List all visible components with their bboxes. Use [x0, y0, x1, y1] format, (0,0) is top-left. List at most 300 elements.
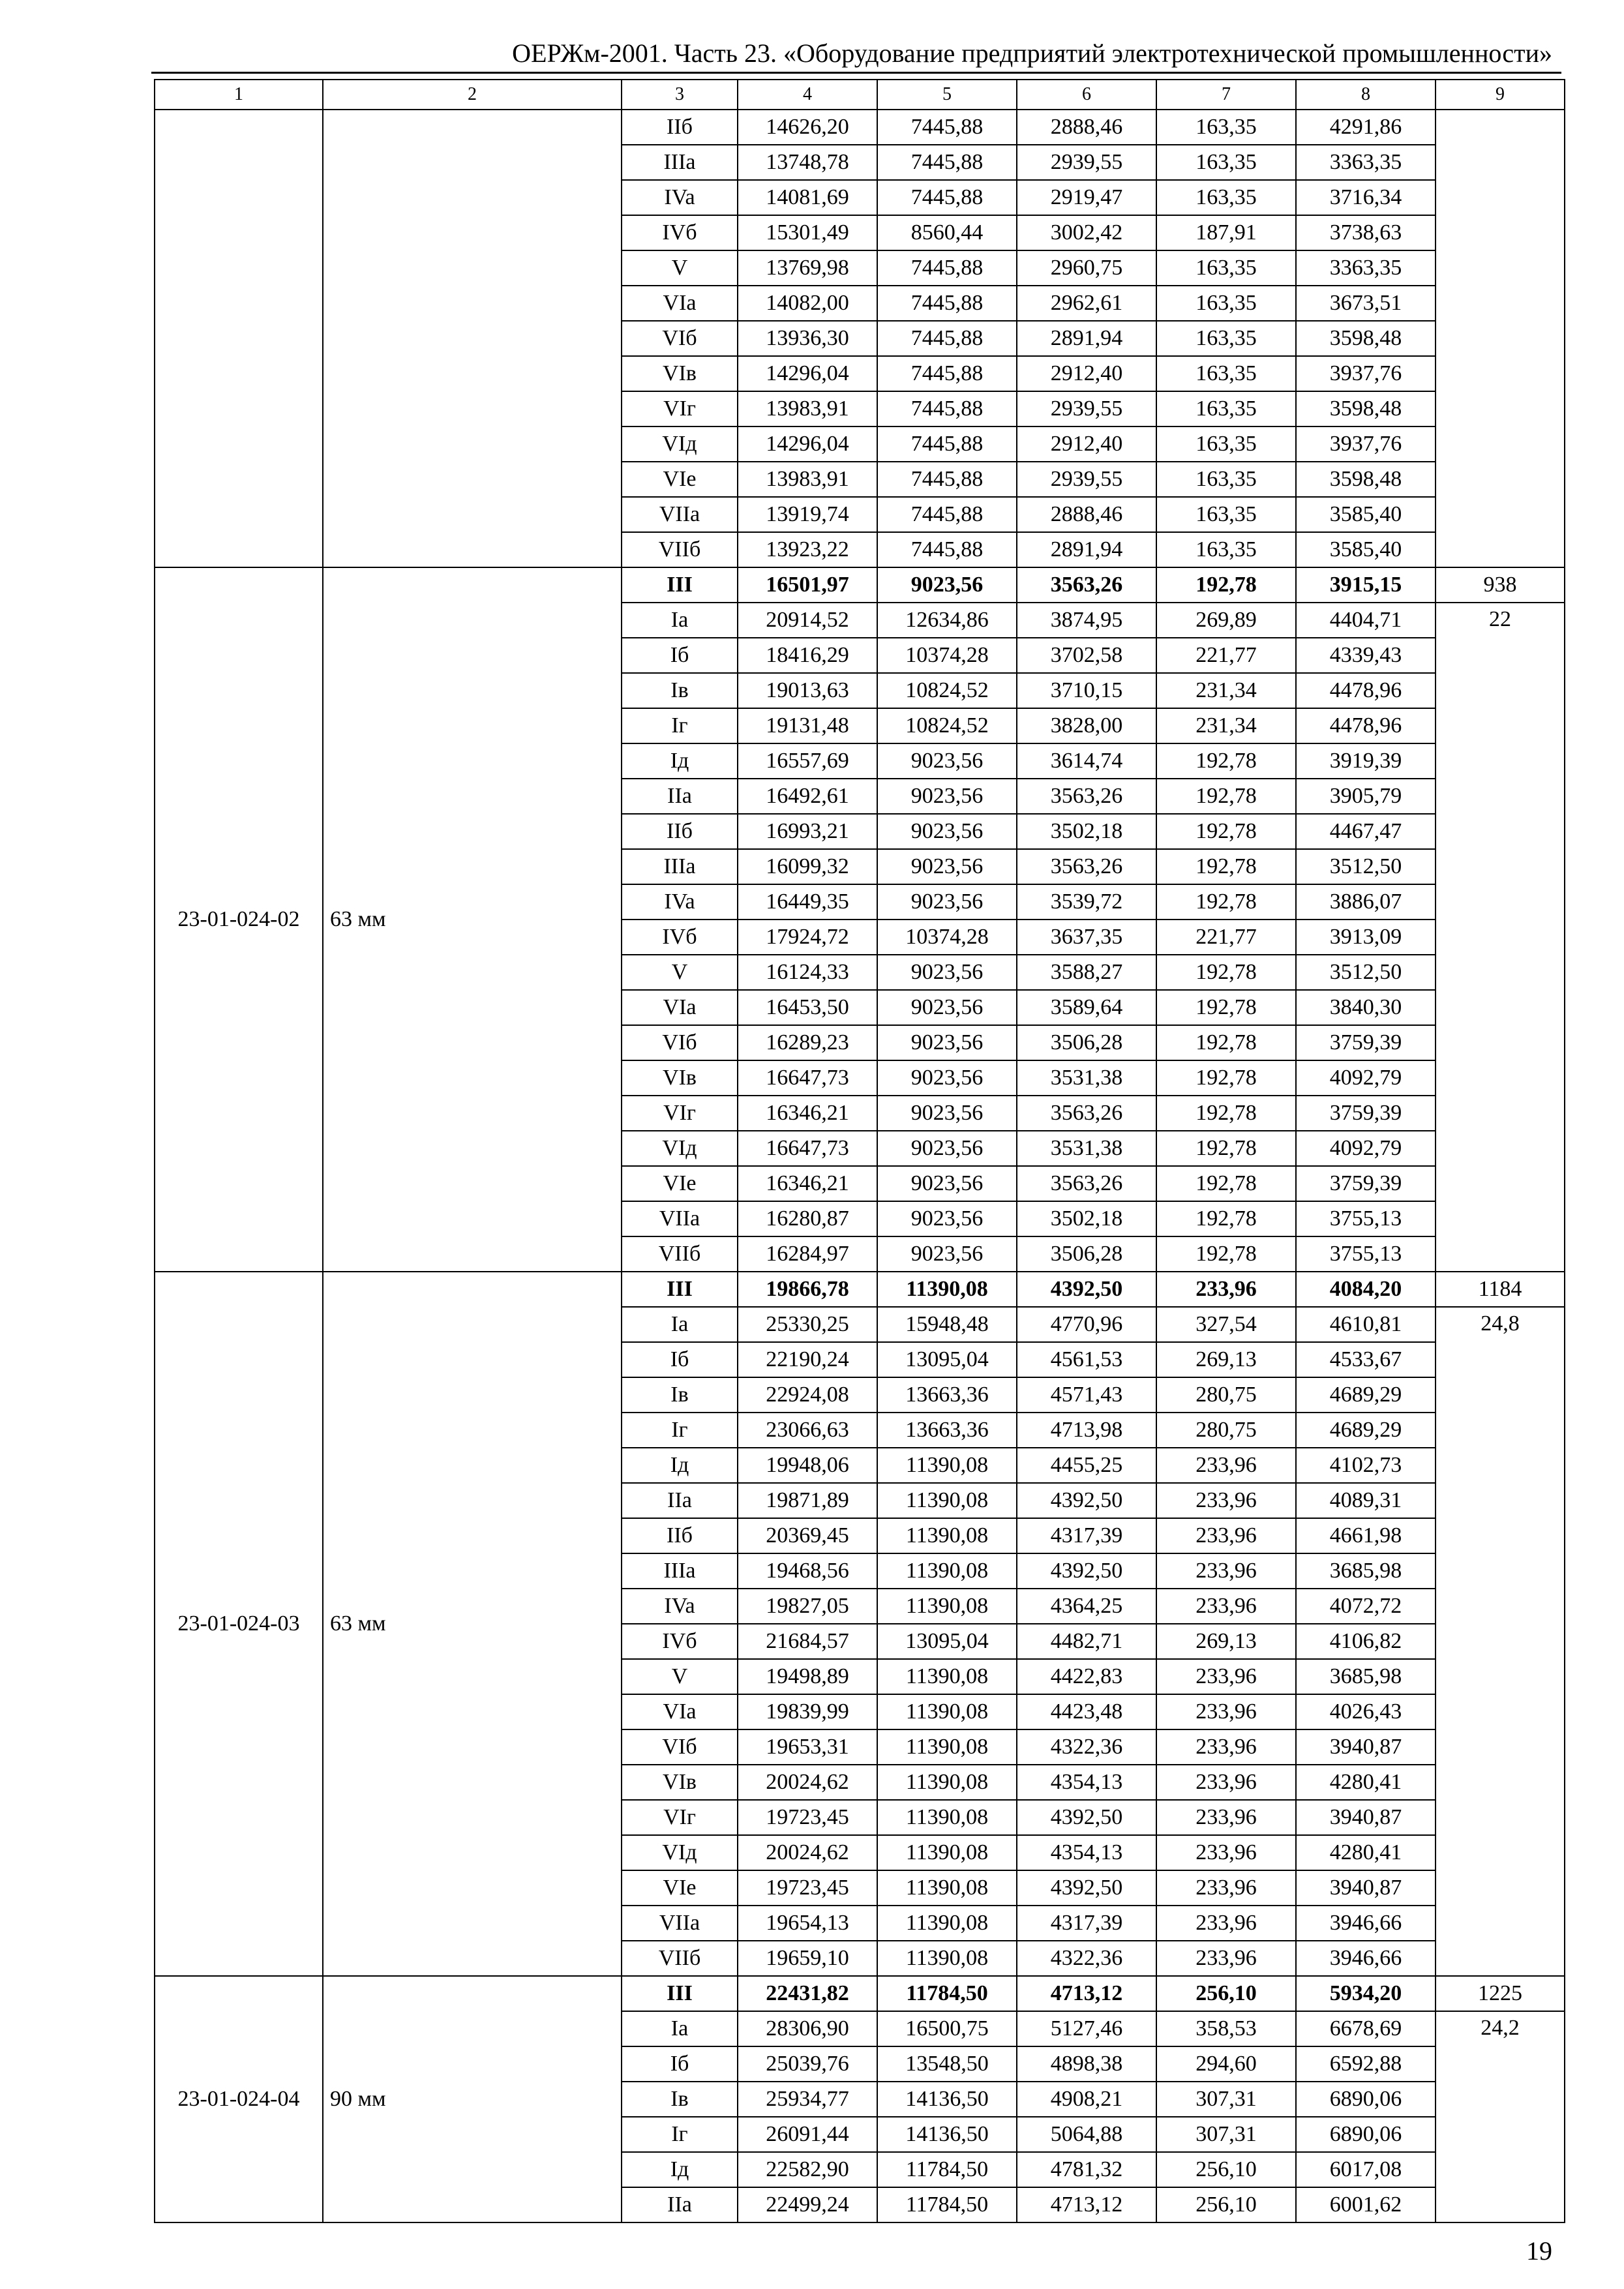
value-cell: 192,78 [1156, 884, 1296, 920]
subgroup-cell: Iб [622, 2046, 738, 2082]
value-cell: 358,53 [1156, 2011, 1296, 2046]
value-cell: 307,31 [1156, 2117, 1296, 2152]
value-cell: 163,35 [1156, 462, 1296, 497]
value-cell: 163,35 [1156, 250, 1296, 286]
subgroup-cell: IVa [622, 180, 738, 215]
subgroup-cell: IIб [622, 110, 738, 145]
value-cell: 233,96 [1156, 1518, 1296, 1553]
value-cell: 9023,56 [877, 884, 1017, 920]
value-cell: 14082,00 [738, 286, 877, 321]
value-cell: 192,78 [1156, 990, 1296, 1025]
value-cell: 16501,97 [738, 567, 877, 603]
subgroup-cell: VIд [622, 426, 738, 462]
value-cell: 192,78 [1156, 779, 1296, 814]
value-cell: 7445,88 [877, 356, 1017, 391]
value-cell: 13983,91 [738, 462, 877, 497]
value-cell: 4392,50 [1017, 1553, 1156, 1589]
extra-cell: 24,8 [1436, 1307, 1565, 1976]
value-cell: 11390,08 [877, 1448, 1017, 1483]
value-cell: 4102,73 [1296, 1448, 1436, 1483]
value-cell: 11390,08 [877, 1729, 1017, 1765]
value-cell: 256,10 [1156, 2187, 1296, 2222]
value-cell: 4770,96 [1017, 1307, 1156, 1342]
value-cell: 233,96 [1156, 1800, 1296, 1835]
value-cell: 19131,48 [738, 708, 877, 743]
value-cell: 16449,35 [738, 884, 877, 920]
value-cell: 16453,50 [738, 990, 877, 1025]
value-cell: 3598,48 [1296, 391, 1436, 426]
value-cell: 16284,97 [738, 1236, 877, 1272]
subgroup-cell: Iв [622, 2082, 738, 2117]
value-cell: 163,35 [1156, 110, 1296, 145]
subgroup-cell: Iв [622, 673, 738, 708]
value-cell: 3886,07 [1296, 884, 1436, 920]
subgroup-cell: IVб [622, 920, 738, 955]
value-cell: 192,78 [1156, 849, 1296, 884]
value-cell: 3710,15 [1017, 673, 1156, 708]
value-cell: 3563,26 [1017, 1166, 1156, 1201]
value-cell: 4610,81 [1296, 1307, 1436, 1342]
value-cell: 20024,62 [738, 1835, 877, 1870]
value-cell: 19948,06 [738, 1448, 877, 1483]
value-cell: 13095,04 [877, 1624, 1017, 1659]
value-cell: 11784,50 [877, 2152, 1017, 2187]
value-cell: 16289,23 [738, 1025, 877, 1060]
value-cell: 192,78 [1156, 814, 1296, 849]
subgroup-cell: VIa [622, 286, 738, 321]
value-cell: 163,35 [1156, 532, 1296, 567]
value-cell: 28306,90 [738, 2011, 877, 2046]
subgroup-cell: Iг [622, 2117, 738, 2152]
value-cell: 20914,52 [738, 603, 877, 638]
subgroup-cell: VIд [622, 1835, 738, 1870]
value-cell: 192,78 [1156, 1096, 1296, 1131]
value-cell: 192,78 [1156, 1236, 1296, 1272]
value-cell: 6890,06 [1296, 2117, 1436, 2152]
value-cell: 20369,45 [738, 1518, 877, 1553]
value-cell: 9023,56 [877, 990, 1017, 1025]
value-cell: 9023,56 [877, 849, 1017, 884]
value-cell: 3940,87 [1296, 1800, 1436, 1835]
value-cell: 6592,88 [1296, 2046, 1436, 2082]
value-cell: 19866,78 [738, 1272, 877, 1307]
value-cell: 16346,21 [738, 1096, 877, 1131]
value-cell: 11390,08 [877, 1765, 1017, 1800]
value-cell: 4422,83 [1017, 1659, 1156, 1694]
value-cell: 4317,39 [1017, 1518, 1156, 1553]
subgroup-cell: Iб [622, 638, 738, 673]
value-cell: 307,31 [1156, 2082, 1296, 2117]
value-cell: 10824,52 [877, 673, 1017, 708]
value-cell: 3585,40 [1296, 532, 1436, 567]
column-number-cell: 1 [155, 80, 323, 110]
value-cell: 233,96 [1156, 1729, 1296, 1765]
code-cell: 23-01-024-02 [155, 567, 323, 1272]
value-cell: 3919,39 [1296, 743, 1436, 779]
subgroup-cell: V [622, 250, 738, 286]
value-cell: 11784,50 [877, 1976, 1017, 2011]
value-cell: 7445,88 [877, 180, 1017, 215]
value-cell: 192,78 [1156, 1166, 1296, 1201]
value-cell: 21684,57 [738, 1624, 877, 1659]
subgroup-cell: VIIa [622, 1906, 738, 1941]
value-cell: 3905,79 [1296, 779, 1436, 814]
value-cell: 11390,08 [877, 1941, 1017, 1976]
size-cell: 90 мм [323, 1976, 622, 2222]
extra-cell: 22 [1436, 603, 1565, 1272]
value-cell: 25934,77 [738, 2082, 877, 2117]
value-cell: 3563,26 [1017, 1096, 1156, 1131]
value-cell: 3673,51 [1296, 286, 1436, 321]
value-cell: 4089,31 [1296, 1483, 1436, 1518]
value-cell: 3598,48 [1296, 462, 1436, 497]
value-cell: 19659,10 [738, 1941, 877, 1976]
value-cell: 4898,38 [1017, 2046, 1156, 2082]
value-cell: 17924,72 [738, 920, 877, 955]
value-cell: 11784,50 [877, 2187, 1017, 2222]
subgroup-cell: VIв [622, 1765, 738, 1800]
subgroup-cell: VIв [622, 356, 738, 391]
value-cell: 256,10 [1156, 1976, 1296, 2011]
value-cell: 4392,50 [1017, 1800, 1156, 1835]
value-cell: 3363,35 [1296, 250, 1436, 286]
value-cell: 4713,98 [1017, 1413, 1156, 1448]
value-cell: 2912,40 [1017, 426, 1156, 462]
column-number-cell: 8 [1296, 80, 1436, 110]
value-cell: 14296,04 [738, 356, 877, 391]
value-cell: 2939,55 [1017, 391, 1156, 426]
subgroup-cell: VIIб [622, 532, 738, 567]
value-cell: 3716,34 [1296, 180, 1436, 215]
subgroup-cell: VIб [622, 1025, 738, 1060]
value-cell: 16647,73 [738, 1131, 877, 1166]
value-cell: 7445,88 [877, 532, 1017, 567]
value-cell: 4713,12 [1017, 2187, 1156, 2222]
value-cell: 163,35 [1156, 180, 1296, 215]
value-cell: 19871,89 [738, 1483, 877, 1518]
value-cell: 3759,39 [1296, 1096, 1436, 1131]
subgroup-cell: Iд [622, 743, 738, 779]
value-cell: 4392,50 [1017, 1483, 1156, 1518]
value-cell: 233,96 [1156, 1941, 1296, 1976]
value-cell: 11390,08 [877, 1589, 1017, 1624]
value-cell: 19839,99 [738, 1694, 877, 1729]
price-table [154, 79, 1565, 2223]
value-cell: 14136,50 [877, 2082, 1017, 2117]
value-cell: 221,77 [1156, 638, 1296, 673]
value-cell: 3755,13 [1296, 1201, 1436, 1236]
value-cell: 4689,29 [1296, 1377, 1436, 1413]
subgroup-cell: VIг [622, 1096, 738, 1131]
value-cell: 11390,08 [877, 1800, 1017, 1835]
value-cell: 7445,88 [877, 286, 1017, 321]
value-cell: 2939,55 [1017, 145, 1156, 180]
value-cell: 19013,63 [738, 673, 877, 708]
value-cell: 233,96 [1156, 1483, 1296, 1518]
extra-cell: 1184 [1436, 1272, 1565, 1307]
value-cell: 187,91 [1156, 215, 1296, 250]
value-cell: 233,96 [1156, 1272, 1296, 1307]
value-cell: 4280,41 [1296, 1765, 1436, 1800]
value-cell: 4322,36 [1017, 1729, 1156, 1765]
value-cell: 3002,42 [1017, 215, 1156, 250]
value-cell: 19653,31 [738, 1729, 877, 1765]
value-cell: 233,96 [1156, 1589, 1296, 1624]
value-cell: 13095,04 [877, 1342, 1017, 1377]
value-cell: 3637,35 [1017, 920, 1156, 955]
value-cell: 4571,43 [1017, 1377, 1156, 1413]
value-cell: 280,75 [1156, 1413, 1296, 1448]
value-cell: 3946,66 [1296, 1906, 1436, 1941]
value-cell: 16099,32 [738, 849, 877, 884]
value-cell: 4322,36 [1017, 1941, 1156, 1976]
value-cell: 3840,30 [1296, 990, 1436, 1025]
value-cell: 19723,45 [738, 1870, 877, 1906]
value-cell: 3940,87 [1296, 1729, 1436, 1765]
value-cell: 9023,56 [877, 743, 1017, 779]
value-cell: 6890,06 [1296, 2082, 1436, 2117]
subgroup-cell: III [622, 1272, 738, 1307]
value-cell: 11390,08 [877, 1694, 1017, 1729]
value-cell: 4084,20 [1296, 1272, 1436, 1307]
value-cell: 15948,48 [877, 1307, 1017, 1342]
subgroup-cell: VIe [622, 462, 738, 497]
value-cell: 4106,82 [1296, 1624, 1436, 1659]
column-number-cell: 7 [1156, 80, 1296, 110]
value-cell: 3563,26 [1017, 567, 1156, 603]
value-cell: 4072,72 [1296, 1589, 1436, 1624]
value-cell: 192,78 [1156, 567, 1296, 603]
value-cell: 192,78 [1156, 955, 1296, 990]
subgroup-cell: IIб [622, 1518, 738, 1553]
extra-cell: 1225 [1436, 1976, 1565, 2011]
value-cell: 4392,50 [1017, 1272, 1156, 1307]
value-cell: 3563,26 [1017, 849, 1156, 884]
value-cell: 7445,88 [877, 426, 1017, 462]
header-divider [151, 72, 1561, 74]
value-cell: 192,78 [1156, 1201, 1296, 1236]
value-cell: 25039,76 [738, 2046, 877, 2082]
value-cell: 4423,48 [1017, 1694, 1156, 1729]
value-cell: 13983,91 [738, 391, 877, 426]
subgroup-cell: VIг [622, 391, 738, 426]
subgroup-cell: VIIб [622, 1941, 738, 1976]
value-cell: 2891,94 [1017, 321, 1156, 356]
value-cell: 4533,67 [1296, 1342, 1436, 1377]
group-main-row [155, 567, 1565, 603]
subgroup-cell: VIд [622, 1131, 738, 1166]
subgroup-cell: V [622, 955, 738, 990]
value-cell: 4404,71 [1296, 603, 1436, 638]
extra-cell [1436, 110, 1565, 567]
value-cell: 22582,90 [738, 2152, 877, 2187]
value-cell: 16993,21 [738, 814, 877, 849]
value-cell: 5064,88 [1017, 2117, 1156, 2152]
value-cell: 2888,46 [1017, 497, 1156, 532]
page-header-title: ОЕРЖм-2001. Часть 23. «Оборудование предприятий электротехнической промышленности» [512, 38, 1552, 68]
value-cell: 10824,52 [877, 708, 1017, 743]
value-cell: 3874,95 [1017, 603, 1156, 638]
value-cell: 2939,55 [1017, 462, 1156, 497]
value-cell: 22190,24 [738, 1342, 877, 1377]
subgroup-cell: VIe [622, 1166, 738, 1201]
subgroup-cell: IVa [622, 1589, 738, 1624]
subgroup-cell: III [622, 1976, 738, 2011]
value-cell: 3539,72 [1017, 884, 1156, 920]
column-number-cell: 4 [738, 80, 877, 110]
subgroup-cell: VIIa [622, 497, 738, 532]
value-cell: 3685,98 [1296, 1659, 1436, 1694]
subgroup-cell: IIIa [622, 1553, 738, 1589]
subgroup-cell: IIa [622, 1483, 738, 1518]
value-cell: 7445,88 [877, 497, 1017, 532]
value-cell: 3563,26 [1017, 779, 1156, 814]
value-cell: 16346,21 [738, 1166, 877, 1201]
value-cell: 11390,08 [877, 1870, 1017, 1906]
code-cell: 23-01-024-03 [155, 1272, 323, 1976]
subgroup-cell: IVa [622, 884, 738, 920]
subgroup-cell: VIв [622, 1060, 738, 1096]
subgroup-cell: Iд [622, 2152, 738, 2187]
value-cell: 7445,88 [877, 321, 1017, 356]
value-cell: 3502,18 [1017, 814, 1156, 849]
size-cell [323, 110, 622, 567]
value-cell: 15301,49 [738, 215, 877, 250]
value-cell: 23066,63 [738, 1413, 877, 1448]
value-cell: 4908,21 [1017, 2082, 1156, 2117]
extra-cell: 24,2 [1436, 2011, 1565, 2222]
value-cell: 4781,32 [1017, 2152, 1156, 2187]
value-cell: 16124,33 [738, 955, 877, 990]
value-cell: 13663,36 [877, 1377, 1017, 1413]
subgroup-cell: Ia [622, 2011, 738, 2046]
value-cell: 3512,50 [1296, 955, 1436, 990]
value-cell: 3589,64 [1017, 990, 1156, 1025]
subgroup-cell: IVб [622, 215, 738, 250]
value-cell: 16557,69 [738, 743, 877, 779]
value-cell: 19498,89 [738, 1659, 877, 1694]
value-cell: 4478,96 [1296, 708, 1436, 743]
subgroup-cell: Iг [622, 1413, 738, 1448]
value-cell: 3937,76 [1296, 356, 1436, 391]
value-cell: 6001,62 [1296, 2187, 1436, 2222]
value-cell: 3531,38 [1017, 1060, 1156, 1096]
value-cell: 163,35 [1156, 321, 1296, 356]
value-cell: 3506,28 [1017, 1025, 1156, 1060]
subgroup-cell: Ia [622, 1307, 738, 1342]
subgroup-cell: VIб [622, 1729, 738, 1765]
value-cell: 3512,50 [1296, 849, 1436, 884]
code-cell: 23-01-024-04 [155, 1976, 323, 2222]
value-cell: 256,10 [1156, 2152, 1296, 2187]
size-cell: 63 мм [323, 1272, 622, 1976]
value-cell: 4291,86 [1296, 110, 1436, 145]
value-cell: 22924,08 [738, 1377, 877, 1413]
value-cell: 5934,20 [1296, 1976, 1436, 2011]
table-row [155, 110, 1565, 145]
value-cell: 3913,09 [1296, 920, 1436, 955]
value-cell: 4455,25 [1017, 1448, 1156, 1483]
column-number-row [155, 80, 1565, 110]
value-cell: 9023,56 [877, 1025, 1017, 1060]
value-cell: 7445,88 [877, 145, 1017, 180]
value-cell: 3759,39 [1296, 1025, 1436, 1060]
value-cell: 12634,86 [877, 603, 1017, 638]
value-cell: 3702,58 [1017, 638, 1156, 673]
value-cell: 233,96 [1156, 1765, 1296, 1800]
value-cell: 6017,08 [1296, 2152, 1436, 2187]
value-cell: 192,78 [1156, 1025, 1296, 1060]
value-cell: 16647,73 [738, 1060, 877, 1096]
value-cell: 3685,98 [1296, 1553, 1436, 1589]
value-cell: 5127,46 [1017, 2011, 1156, 2046]
value-cell: 13748,78 [738, 145, 877, 180]
value-cell: 233,96 [1156, 1553, 1296, 1589]
subgroup-cell: VIe [622, 1870, 738, 1906]
value-cell: 13919,74 [738, 497, 877, 532]
value-cell: 3755,13 [1296, 1236, 1436, 1272]
subgroup-cell: Iг [622, 708, 738, 743]
page-number: 19 [1526, 2236, 1552, 2266]
value-cell: 19723,45 [738, 1800, 877, 1835]
group-main-row [155, 1976, 1565, 2011]
value-cell: 3759,39 [1296, 1166, 1436, 1201]
subgroup-cell: III [622, 567, 738, 603]
value-cell: 14136,50 [877, 2117, 1017, 2152]
value-cell: 163,35 [1156, 145, 1296, 180]
value-cell: 4092,79 [1296, 1131, 1436, 1166]
value-cell: 3598,48 [1296, 321, 1436, 356]
subgroup-cell: VIIa [622, 1201, 738, 1236]
value-cell: 9023,56 [877, 1166, 1017, 1201]
value-cell: 269,13 [1156, 1342, 1296, 1377]
value-cell: 4354,13 [1017, 1835, 1156, 1870]
value-cell: 20024,62 [738, 1765, 877, 1800]
value-cell: 9023,56 [877, 1060, 1017, 1096]
subgroup-cell: IVб [622, 1624, 738, 1659]
value-cell: 19654,13 [738, 1906, 877, 1941]
value-cell: 192,78 [1156, 1060, 1296, 1096]
value-cell: 163,35 [1156, 391, 1296, 426]
value-cell: 294,60 [1156, 2046, 1296, 2082]
subgroup-cell: IIa [622, 779, 738, 814]
value-cell: 18416,29 [738, 638, 877, 673]
value-cell: 3531,38 [1017, 1131, 1156, 1166]
value-cell: 10374,28 [877, 638, 1017, 673]
value-cell: 163,35 [1156, 286, 1296, 321]
value-cell: 13936,30 [738, 321, 877, 356]
value-cell: 11390,08 [877, 1483, 1017, 1518]
value-cell: 9023,56 [877, 1131, 1017, 1166]
value-cell: 4561,53 [1017, 1342, 1156, 1377]
value-cell: 6678,69 [1296, 2011, 1436, 2046]
subgroup-cell: Iб [622, 1342, 738, 1377]
value-cell: 4689,29 [1296, 1413, 1436, 1448]
value-cell: 3588,27 [1017, 955, 1156, 990]
value-cell: 3614,74 [1017, 743, 1156, 779]
value-cell: 4392,50 [1017, 1870, 1156, 1906]
subgroup-cell: V [622, 1659, 738, 1694]
value-cell: 233,96 [1156, 1870, 1296, 1906]
value-cell: 327,54 [1156, 1307, 1296, 1342]
value-cell: 231,34 [1156, 673, 1296, 708]
value-cell: 4713,12 [1017, 1976, 1156, 2011]
subgroup-cell: Ia [622, 603, 738, 638]
value-cell: 9023,56 [877, 1236, 1017, 1272]
subgroup-cell: VIб [622, 321, 738, 356]
value-cell: 3363,35 [1296, 145, 1436, 180]
value-cell: 14081,69 [738, 180, 877, 215]
